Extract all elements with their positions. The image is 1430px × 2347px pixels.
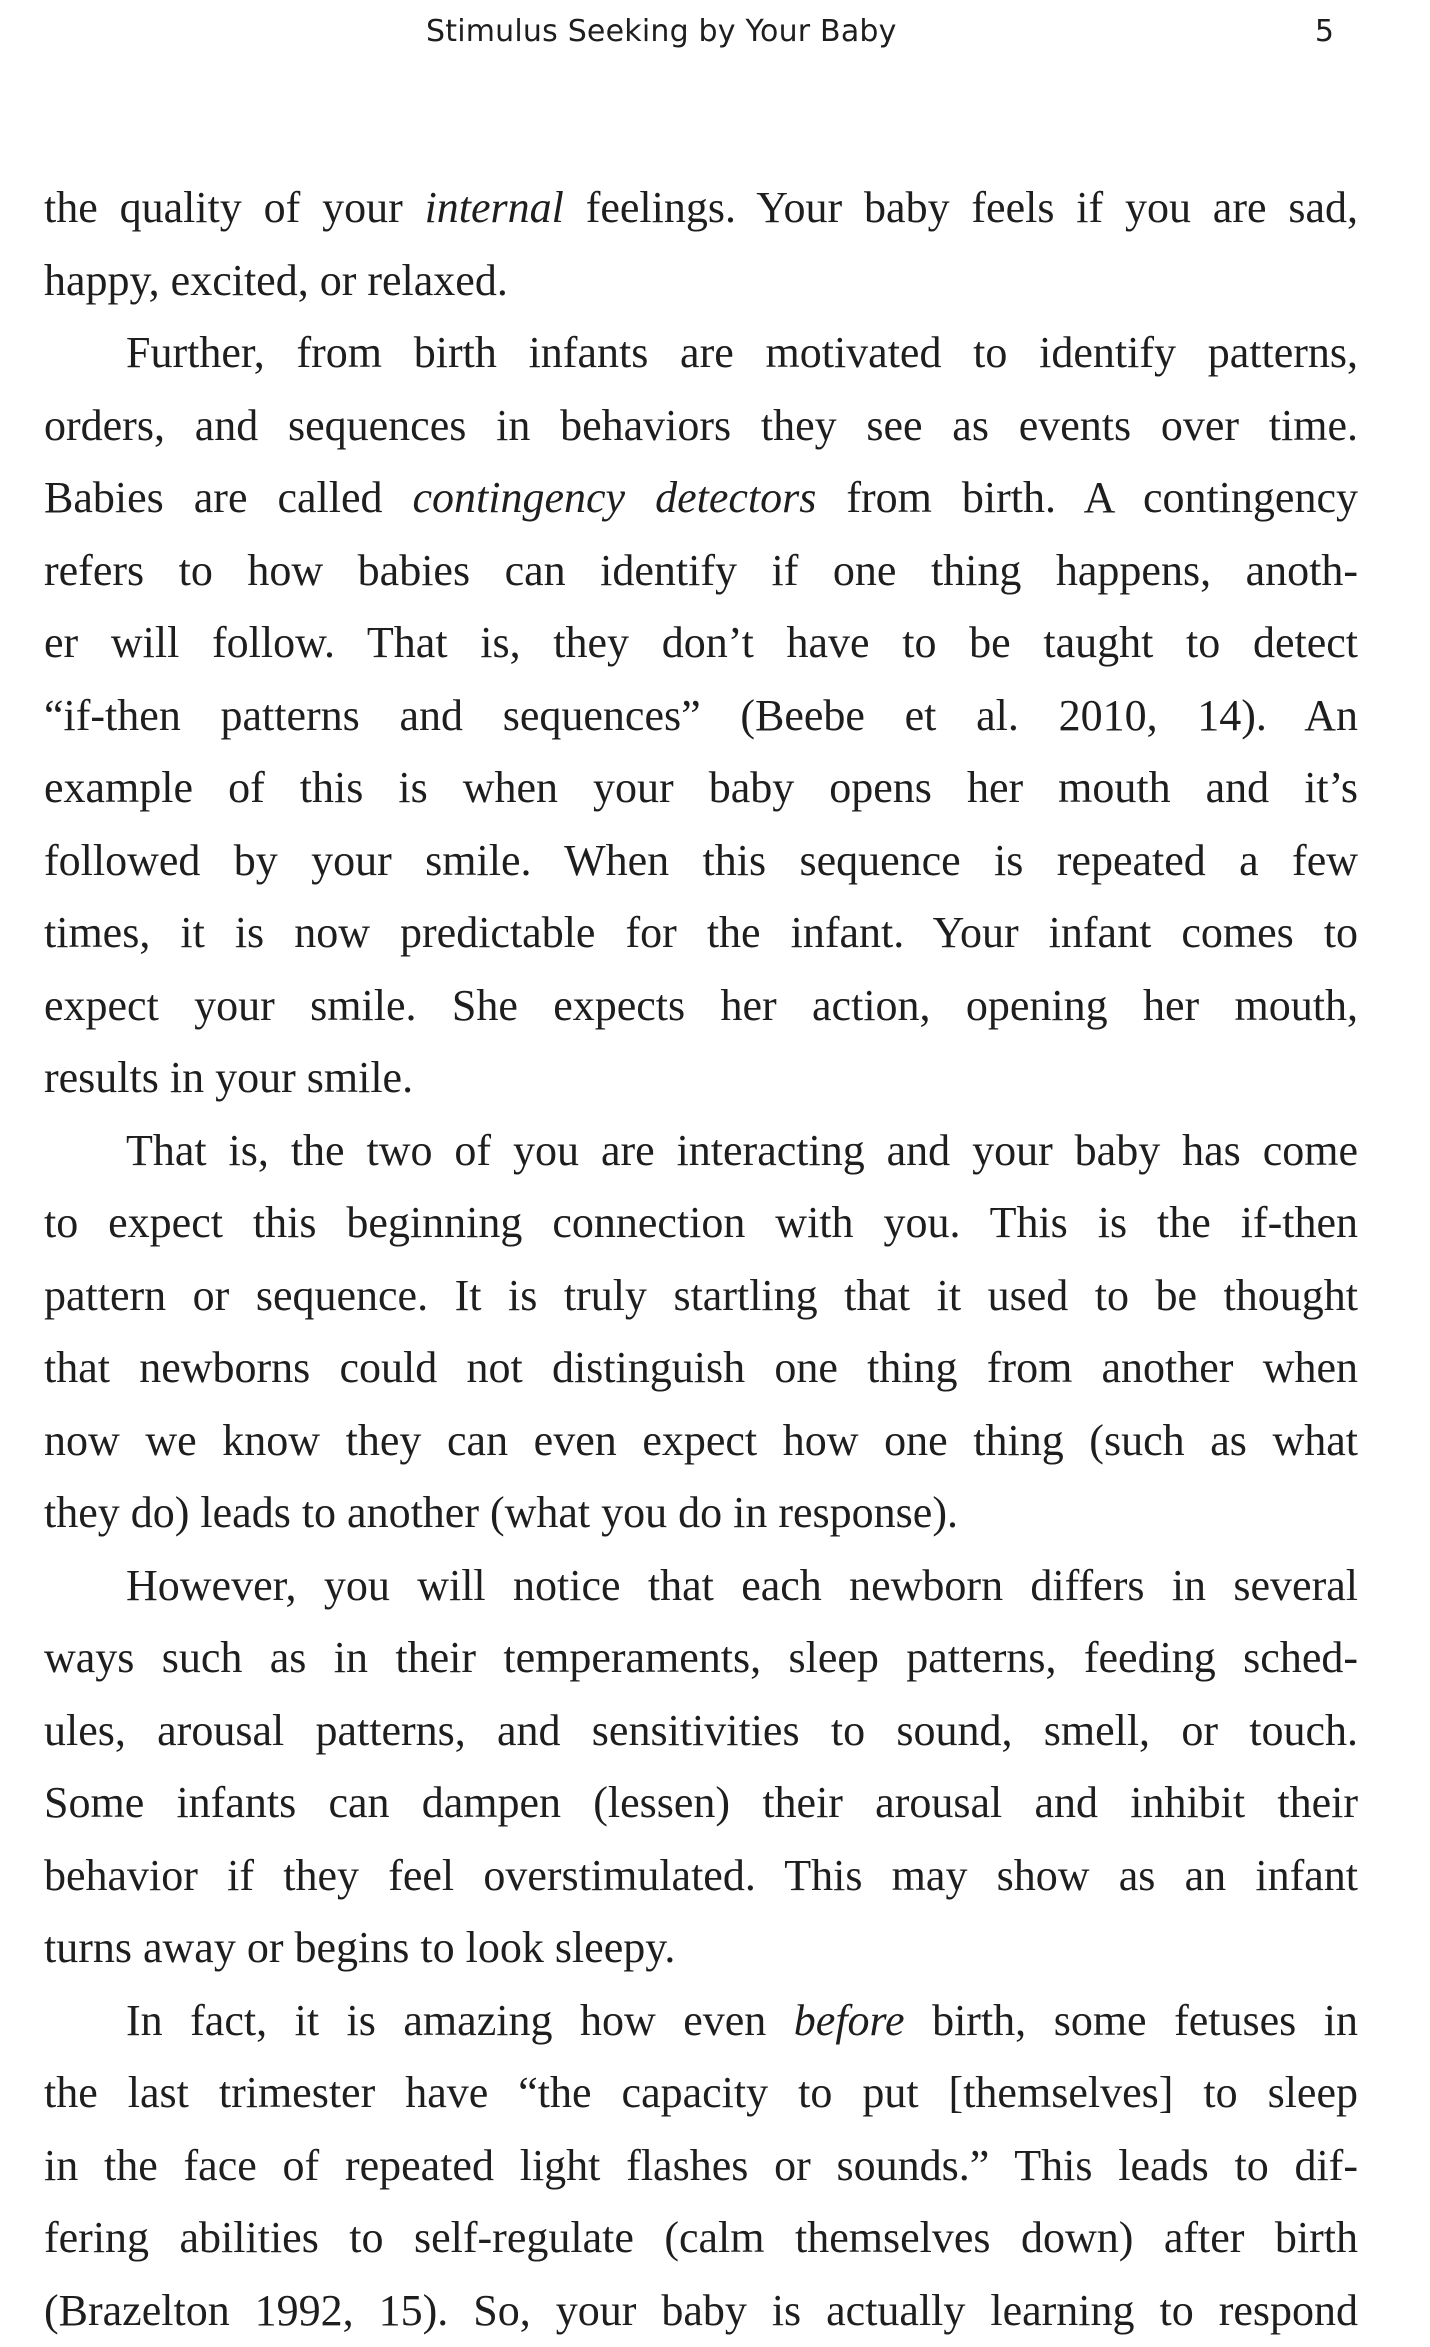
text-segment: turns away or begins to look sleepy. — [44, 1923, 675, 1972]
text-line — [44, 1477, 1358, 1550]
body-text — [44, 172, 1358, 2347]
italic-text: contingency detectors — [413, 473, 817, 522]
text-line — [44, 1622, 1358, 1695]
page-number: 5 — [1315, 10, 1334, 54]
italic-text: internal — [425, 183, 564, 232]
text-segment: they do) leads to another (what you do in response). — [44, 1488, 958, 1537]
text-segment: In fact, it is amazing how even — [126, 1996, 794, 2045]
text-segment: birth, some fetuses in — [905, 1996, 1358, 2045]
text-line — [44, 1042, 1358, 1115]
text-line — [44, 535, 1358, 608]
text-line — [44, 1985, 1358, 2058]
text-segment: the quality of your — [44, 183, 425, 232]
text-segment: ways such as in their temperaments, sleep patterns, feeding sched- — [44, 1633, 1358, 1682]
text-line — [44, 1912, 1358, 1985]
text-segment: example of this is when your baby opens her mouth and it’s — [44, 763, 1358, 812]
text-segment: That is, the two of you are interacting and your baby has come — [126, 1126, 1358, 1175]
text-segment: behavior if they feel overstimulated. This may show as an infant — [44, 1851, 1358, 1900]
running-header — [0, 10, 1430, 60]
text-segment: orders, and sequences in behaviors they see as events over time. — [44, 401, 1358, 450]
running-title: Stimulus Seeking by Your Baby — [426, 10, 897, 54]
text-segment: er will follow. That is, they don’t have to be taught to detect — [44, 618, 1358, 667]
text-segment: Further, from birth infants are motivated to identify patterns, — [126, 328, 1358, 377]
text-segment: results in your smile. — [44, 1053, 413, 1102]
text-line — [44, 390, 1358, 463]
text-segment: Babies are called — [44, 473, 413, 522]
text-segment: to expect this beginning connection with you. This is the if-then — [44, 1198, 1358, 1247]
text-segment: pattern or sequence. It is truly startling that it used to be thought — [44, 1271, 1358, 1320]
text-line — [44, 462, 1358, 535]
text-segment: refers to how babies can identify if one thing happens, anoth- — [44, 546, 1358, 595]
text-segment: the last trimester have “the capacity to put [themselves] to sleep — [44, 2068, 1358, 2117]
text-line — [44, 825, 1358, 898]
text-line — [44, 1767, 1358, 1840]
text-line — [44, 172, 1358, 245]
text-segment: However, you will notice that each newborn differs in several — [126, 1561, 1358, 1610]
text-line — [44, 1187, 1358, 1260]
text-line — [44, 1405, 1358, 1478]
text-segment: (Brazelton 1992, 15). So, your baby is actually learning to respond — [44, 2286, 1358, 2335]
text-segment: feelings. Your baby feels if you are sad, — [564, 183, 1358, 232]
text-line — [44, 317, 1358, 390]
text-segment: that newborns could not distinguish one thing from another when — [44, 1343, 1358, 1392]
text-line — [44, 2057, 1358, 2130]
text-segment: expect your smile. She expects her action, opening her mouth, — [44, 981, 1358, 1030]
text-line — [44, 1840, 1358, 1913]
text-segment: Some infants can dampen (lessen) their arousal and inhibit their — [44, 1778, 1358, 1827]
text-line — [44, 245, 1358, 318]
text-line — [44, 1332, 1358, 1405]
text-line — [44, 2202, 1358, 2275]
text-line — [44, 1260, 1358, 1333]
text-segment: fering abilities to self-regulate (calm themselves down) after birth — [44, 2213, 1358, 2262]
italic-text: before — [794, 1996, 905, 2045]
text-line — [44, 1550, 1358, 1623]
text-segment: times, it is now predictable for the infant. Your infant comes to — [44, 908, 1358, 957]
text-line — [44, 897, 1358, 970]
text-segment: ules, arousal patterns, and sensitivities to sound, smell, or touch. — [44, 1706, 1358, 1755]
text-line — [44, 2275, 1358, 2347]
text-line — [44, 1695, 1358, 1768]
text-line — [44, 1115, 1358, 1188]
text-segment: now we know they can even expect how one thing (such as what — [44, 1416, 1358, 1465]
text-segment: from birth. A contingency — [816, 473, 1358, 522]
text-line — [44, 2130, 1358, 2203]
text-segment: “if-then patterns and sequences” (Beebe et al. 2010, 14). An — [44, 691, 1358, 740]
text-line — [44, 970, 1358, 1043]
text-line — [44, 680, 1358, 753]
text-segment: happy, excited, or relaxed. — [44, 256, 508, 305]
text-line — [44, 607, 1358, 680]
text-line — [44, 752, 1358, 825]
text-segment: in the face of repeated light flashes or sounds.” This leads to dif- — [44, 2141, 1358, 2190]
text-segment: followed by your smile. When this sequence is repeated a few — [44, 836, 1358, 885]
